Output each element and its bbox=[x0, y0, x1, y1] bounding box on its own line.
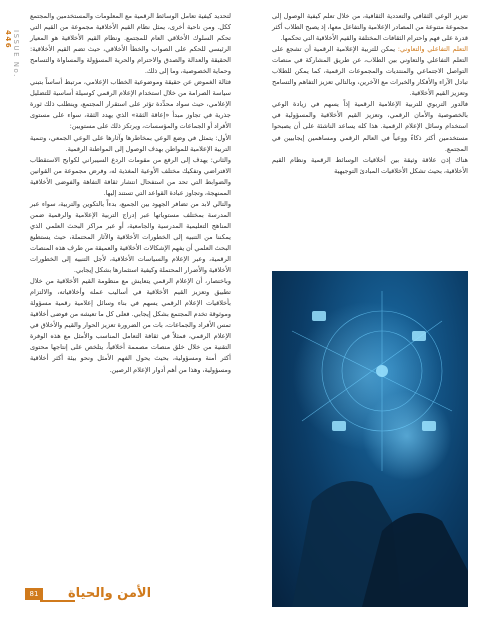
paragraph-highlight bbox=[272, 44, 468, 99]
issue-value: 446 bbox=[4, 30, 12, 50]
paragraph: لتحديد كيفية تعامل الوسائط الرقمية مع المعلومات والمستخدمين والمجتمع ككل. ومن ناحية أخرى، يمثل نظام القيم الأخلاقية مجموعة من القيم التي تحكم السلوك الأخلاقي العام للمجتمع. ونظام القيم الأخلاقية هو المعيار الرئيسي للحكم على الصواب والخطأ الأخلاقي، حيث تضم القيم الأخلاقية: الحقيقة والعدالة والصدق والاحترام والحرية المسؤولة والمساواة والتسامح وحماية الخصوصية، وما إلى ذلك. bbox=[30, 12, 231, 76]
left-column bbox=[30, 11, 231, 376]
paragraph: فالدور التربوي للتربية الإعلامية الرقمية إذاً يسهم في زيادة الوعي بالخصوصية والأمان الرقمي، وتعزيز القيم الأخلاقية والمسؤولية في استخدام وسائل الإعلام الرقمية. هذا كله يساعد الناشئة على أن يصبحوا مستخدمين أكثر ذكاءً ووعياً في العالم الرقمي ومساهمين إيجابيين في المجتمع. bbox=[272, 100, 468, 153]
magazine-brand: الأمن والحياة bbox=[68, 586, 152, 601]
highlight-prefix: التعلم التفاعلي والتعاوني: bbox=[397, 45, 468, 54]
paragraph-body: يمكن للتربية الإعلامية الرقمية أن تشجع على التعلم التفاعلي والتعاوني بين الطلاب، عن طريق المشاركة في منصات التواصل الاجتماعي والمنتديات والمجموعات الرقمية، كما يمكن للطلاب تبادل الآراء والأفكار والخبرات مع الآخرين، وبالتالي تعزيز التفاهم والتسامح وتعزيز القيم الأخلاقية. bbox=[272, 45, 468, 98]
paragraph: والثاني: يهدف إلى الرفع من مقومات الردع السيبراني لكوابح الاستقطاب الافتراضي وتفكيك مختلف الأوعية المغذية له، وفرض مجموعة من القوانين والضوابط التي تحد من استفحال انتشار ثقافة التفاهة والفوضى الأخلاقية الممنهجة، وتجاوز عبادة القواعد التي تستند إليها. bbox=[30, 155, 231, 197]
paragraph: الأول: يتمثل في وضع الوعي بمخاطرها وآثارها على الوعي الجمعي، وتنمية التربية الإعلامية للمواطن بهدف الوصول إلى المواطنة الرقمية. bbox=[30, 133, 231, 153]
page-number: 81 bbox=[25, 588, 43, 600]
digital-media-photo bbox=[272, 271, 468, 607]
paragraph: والتالي لابد من تضافر الجهود بين الجميع، بدءاً بالتكوين والتربية، سواء عبر المدرسة بمختلف مستوياتها عبر إدراج التربية الإعلامية والرقمية ضمن المناهج التعليمية المدرسية والجامعية، أو عبر مراكز البحث العلمي الذي يمكننا من التنبيه إلى الخطورات الأخلاقية والآثار المحتملة، حيث يستطيع البحث العلمي أن يفهم الإشكالات الأخلاقية والعميقة من طرف هذه المنصات الرقمية، وعبر الإعلام والسياسات الأخلاقية، لأجل التنبيه إلى الخطورات الأخلاقية والأضرار المحتملة وكيفية استثمارها بشكل إيجابي. bbox=[30, 199, 231, 275]
issue-label: ISSUE No. bbox=[12, 30, 20, 78]
right-column bbox=[272, 11, 468, 177]
issue-number bbox=[4, 30, 20, 90]
paragraph: تعزيز الوعي الثقافي والتعددية الثقافية، من خلال تعلم كيفية الوصول إلى مجموعة متنوعة من المصادر الإعلامية والتفاعل معها، إذ يصبح الطلاب أكثر قدرة على فهم واحترام الثقافات المختلفة والقيم الأخلاقية التي تحكمها. bbox=[272, 12, 468, 43]
paragraph: فثالة الغموض عن حقيقة وموضوعية الخطاب الإعلامي، مرتبط أساساً بتبني سياسة الصرامة من خلال استخدام الإعلام الرقمي كوسيلة أساسية للتضليل الإعلامي، حيث سواد محدِّدة تؤثر على استقرار المجتمع، وينطلب ذلك ثورة جذرية في تجاوز مبدأ «إعاقة الثقة» الذي يهدد الثقة، سواء على مستوى الأفراد أو الجماعات والمؤسسات، ويرتكز ذلك على مستويين: bbox=[30, 78, 231, 131]
paragraph: هناك إذن علاقة وثيقة بين أخلاقيات الوسائط الرقمية ونظام القيم الأخلاقية، بحيث تشكل الأخلاقيات المبادئ التوجيهية bbox=[272, 155, 468, 175]
paragraph: وباختصار، أن الإعلام الرقمي يتعايش مع منظومة القيم الأخلاقية من خلال تطبيق وتعزيز القيم الأخلاقية في أساليب عمله وأخلاقياته، والالتزام بأخلاقيات الإعلام الرقمي يسهم في بناء وسائل إعلامية رقمية مسؤولة وموثوقة تخدم المجتمع بشكل إيجابي. فعلى كل ما تعيشه من فوضى أخلاقية تمس الأفراد والجماعات، بات من الضرورة تعزيز الحوار والقيم والأخلاق في الإعلام الرقمي، فمثلاً في ثقافة التعامل المناسب والأمثل مع هذه الوفرة التقنية من خلال خلق منصات مصممة أخلاقياً، يتلخص على إنتاجها محتوى أكثر أمنة ومسؤولية، بحيث يحول الفهم الأمثل ونحو بيئة أكثر أخلاقية ومسؤولية، وهذا من أهم أدوار الإعلام الرصين. bbox=[30, 277, 231, 374]
